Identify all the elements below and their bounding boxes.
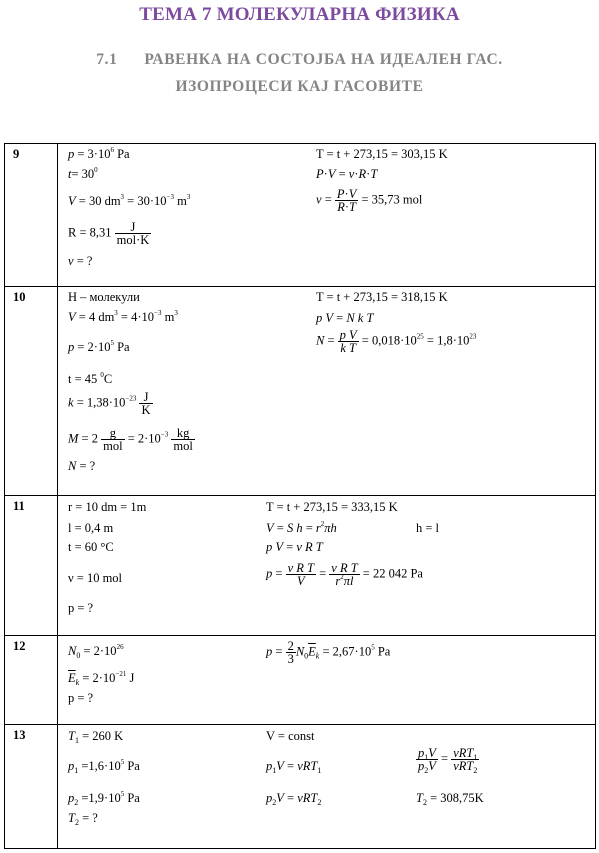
given-boltzmann: $k = 1,38\cdot 10^{-23}$ $\frac{J}{K}$: [68, 390, 151, 417]
given-final-pressure: $p_2 =1,9\cdot 10^5$ Pa: [68, 790, 140, 807]
section-title-line1: [0, 51, 599, 69]
final-temperature-result: $T_2 = 308,75K$: [416, 791, 484, 807]
state-equation: P·V = ν·R·T: [316, 167, 378, 181]
problem-number: 12: [5, 636, 58, 725]
problem-row-9: [5, 144, 596, 287]
height-equals-length: h = l: [416, 521, 440, 535]
state-equation: p V = N k T: [316, 311, 374, 325]
state-equation-1: $p_1V = \nu RT_1$: [266, 759, 322, 775]
section-title-line2: ИЗОПРОЦЕСИ КАЈ ГАСОВИТЕ: [175, 78, 424, 95]
given-pressure: $p = 3\cdot 10^6$ Pa: [68, 146, 130, 161]
problem-number: 10: [5, 287, 58, 496]
problem-content: [58, 144, 596, 287]
problem-row-11: [5, 496, 596, 636]
section-title-text-1: РАВЕНКА НА СОСТОЈБА НА ИДЕАЛЕН ГАС.: [144, 51, 503, 68]
given-radius: r = 10 dm = 1m: [68, 500, 147, 514]
unknown-pressure: p = ?: [68, 601, 94, 615]
section-number: 7.1: [96, 51, 118, 68]
unknown-final-temperature: $T_2$ = ?: [68, 811, 98, 827]
problem-row-10: [5, 287, 596, 496]
given-molecule-count: $N_0 = 2\cdot 10^{26}$: [68, 643, 124, 660]
pressure-result: p = $\frac{2}{3}$ $N_0\overline{E}_k = 2,67\cdot 10^5$ Pa: [266, 639, 391, 666]
given-initial-temperature: $T_1 = 260$ K: [68, 729, 124, 745]
given-temperature: $t= 30^0$: [68, 166, 98, 181]
problems-table: [4, 143, 596, 849]
problem-number: 13: [5, 725, 58, 849]
constant-volume: V = const: [266, 729, 315, 743]
given-amount: ν = 10 mol: [68, 571, 123, 585]
given-pressure: $p = 2\cdot 10^5$ Pa: [68, 339, 130, 354]
given-temperature: t = 45 $^0$C: [68, 371, 113, 386]
temperature-conversion: T = t + 273,15 = 303,15 K: [316, 147, 448, 161]
given-volume: V = 30 $dm^3 = 30\cdot 10^{-3}$ $m^3$: [68, 193, 191, 208]
temperature-conversion: T = t + 273,15 = 333,15 K: [266, 500, 398, 514]
problem-content: [58, 496, 596, 636]
given-molar-mass: M = 2 g mol = $2\cdot 10^{-3}$ kg mol: [68, 426, 193, 453]
problem-content: [58, 725, 596, 849]
problem-row-13: [5, 725, 596, 849]
temperature-conversion: T = t + 273,15 = 318,15 K: [316, 290, 448, 304]
volume-formula: V = S $h = r^2\pi h$: [266, 520, 337, 535]
ratio-equation: $\frac{p_1V}{p_2V}$ = νRT$_1$ νRT$_2$: [418, 746, 478, 775]
given-molecules: H – молекули: [68, 290, 140, 304]
page-title: ТЕМА 7 МОЛЕКУЛАРНА ФИЗИКА: [139, 4, 460, 25]
given-gas-constant: R = 8,31 J mol·K: [68, 220, 150, 247]
count-result: N = $\frac{\text{p V}}{\text{k T}}$ = $0,018\cdot 10^{25} = 1,8\cdot 10^{23}$: [316, 328, 477, 355]
pressure-result: p = $\frac{\text{ν R T}}{V}$ = $\frac{\text{ν R T}}{r^2\pi l}$ = 22 042 Pa: [266, 561, 423, 588]
problem-content: [58, 287, 596, 496]
given-volume: V = 4 $dm^3 = 4\cdot 10^{-3}$ $m^3$: [68, 309, 178, 324]
problem-number: 11: [5, 496, 58, 636]
given-temperature: t = 60 °C: [68, 540, 114, 554]
given-length: l = 0,4 m: [68, 521, 114, 535]
given-kinetic-energy: $\overline{E}_k = 2\cdot 10^{-21}$ J: [68, 670, 135, 687]
given-initial-pressure: $p_1 =1,6\cdot 10^5$ Pa: [68, 758, 140, 775]
state-equation-2: $p_2V = \nu RT_2$: [266, 791, 322, 807]
amount-result: ν = $\frac{P\cdot V}{R\cdot T}$ = 35,73 mol: [316, 187, 423, 214]
unknown-pressure: p = ?: [68, 691, 94, 705]
unknown-count: N = ?: [68, 459, 96, 473]
state-equation: p V = ν R T: [266, 540, 323, 554]
problem-content: [58, 636, 596, 725]
problem-row-12: [5, 636, 596, 725]
problem-number: 9: [5, 144, 58, 287]
unknown-amount: ν = ?: [68, 254, 93, 268]
